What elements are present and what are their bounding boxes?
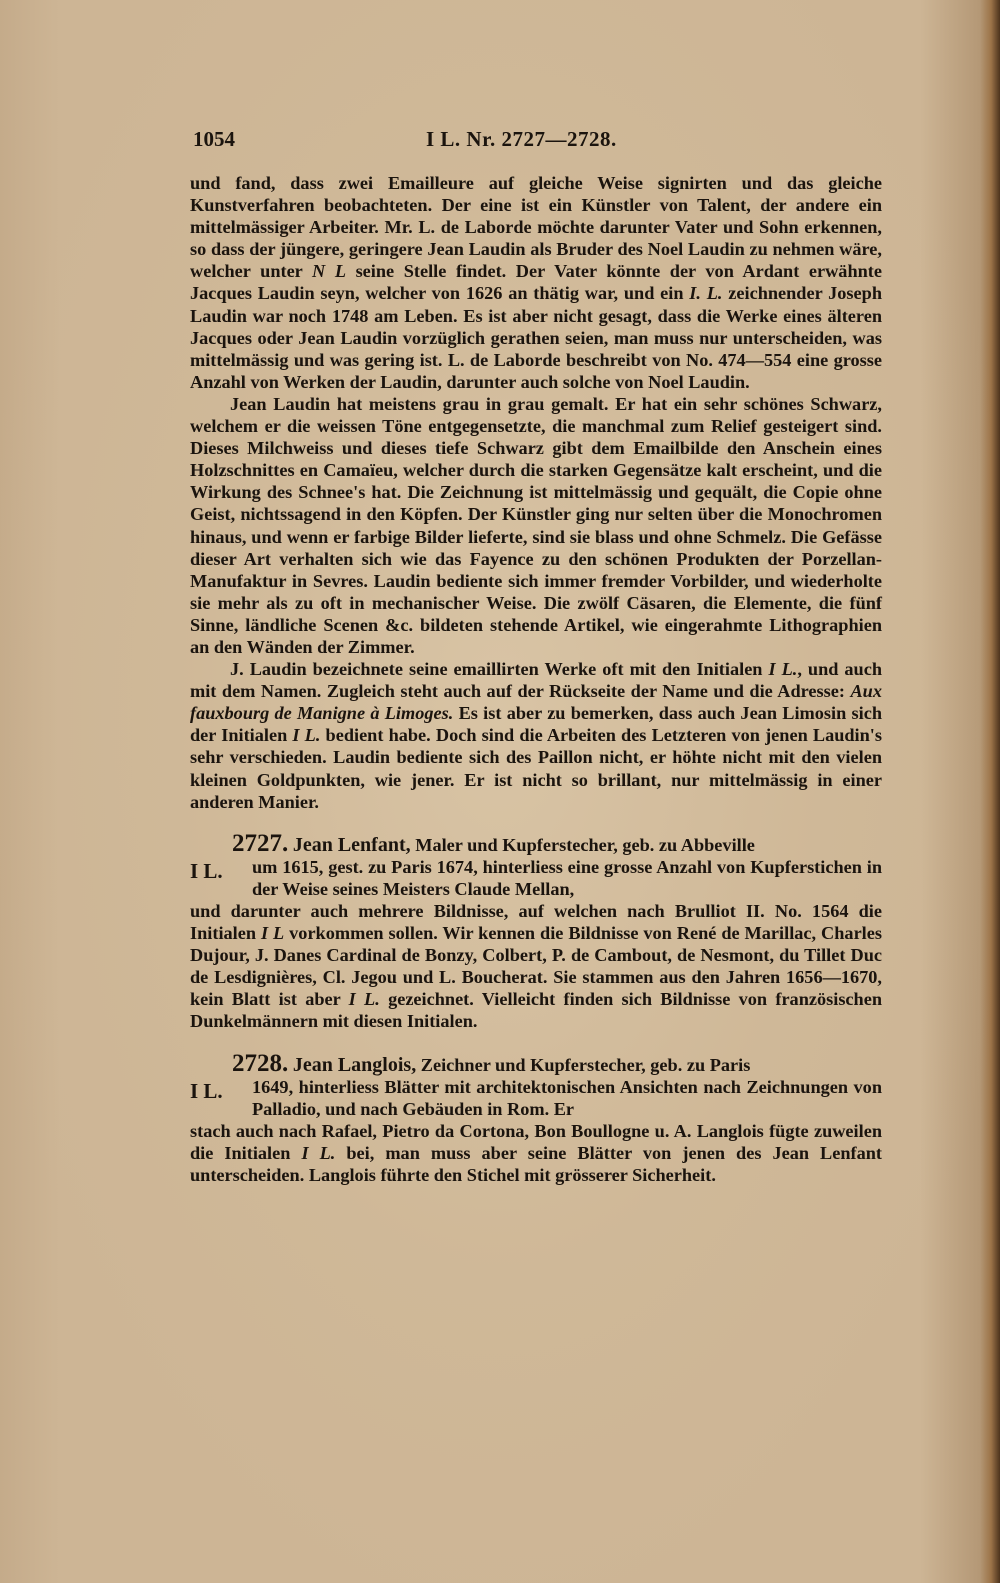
entry-heading-text: Maler und Kupferstecher, geb. zu Abbeville <box>410 834 755 855</box>
monogram-row <box>190 1076 882 1120</box>
initials-il: I L. <box>292 725 321 746</box>
monogram-mark: I L. <box>190 1078 223 1103</box>
artist-name: Jean Lenfant, <box>292 833 411 856</box>
paragraph-2: Jean Laudin hat meistens grau in grau gemalt. Er hat ein sehr schönes Schwarz, welchem er die weissen Töne entgegensetzte, die manchmal zum Relief gesteigert sind. Dieses Milchweiss und dieses tiefe Schwarz gibt dem Emailbilde den Anschein eines Holzschnittes en Camaïeu, welcher durch die starken Gegensätze kalt erscheint, und die Wirkung des Schnee's hat. Die Zeichnung ist mittelmässig und gequält, die Copie ohne Geist, nichtssagend in den Köpfen. Der Künstler ging nur selten über die Monochromen hinaus, und wenn er farbige Bilder lieferte, sind sie blass und ohne Schmelz. Die Gefässe dieser Art verhalten sich wie das Fayence zu den schönen Produkten der Porzellan-Manufaktur in Sevres. Laudin bediente sich immer fremder Vorbilder, und wiederholte sie mehr als zu oft in mechanischer Weise. Die zwölf Cäsaren, die Elemente, die fünf Sinne, ländliche Scenen &c. bildeten stehende Artikel, wie eingerahmte Lithographien an den Wänden der Zimmer. <box>190 393 882 657</box>
entry-body-a: stach auch nach Rafael, Pietro da Cortona, Bon Boullogne u. A. Langlois fügte zuweilen die Initialen <box>190 1120 882 1163</box>
entry-number: 2728. <box>232 1049 289 1077</box>
entry-2727 <box>190 829 882 1033</box>
entry-heading <box>190 829 882 857</box>
entry-body-b: vorkommen sollen. Wir kennen die Bildnisse von René de Marillac, Charles Dujour, J. Danes Cardinal de Bonzy, Colbert, P. de Cambout, de Nesmont, du Tillet Duc de Lesdignières, Cl. Jegou und L. Boucherat. Sie stammen aus den Jahren 1656—1670, kein Blatt ist aber <box>190 923 882 1010</box>
initials-il: I L. <box>301 1142 336 1163</box>
monogram-row <box>190 856 882 900</box>
entry-body-a: und darunter auch mehrere Bildnisse, auf welchen nach Brulliot II. No. 1564 die Initialen <box>190 901 882 944</box>
paragraph-3 <box>190 658 882 813</box>
entry-number: 2727. <box>232 829 289 857</box>
page-edge-shadow <box>980 0 1000 1583</box>
entry-body-b: bei, man muss aber seine Blätter von jenen des Jean Lenfant unterscheiden. Langlois führte den Stichel mit grösserer Sicherheit. <box>190 1142 883 1186</box>
paragraph-1 <box>190 172 882 393</box>
initials-il: I L. <box>348 989 380 1010</box>
monogram-side-text: um 1615, gest. zu Paris 1674, hinterliess eine grosse Anzahl von Kupferstichen in der Weise seines Meisters Claude Mellan, <box>252 856 882 899</box>
entry-heading-text: Zeichner und Kupferstecher, geb. zu Paris <box>416 1054 751 1075</box>
initials-il: I L. <box>768 659 798 680</box>
address-inscription: Aux fauxbourg de Manigne à Limoges. <box>190 681 882 724</box>
initials-il: I. L. <box>689 283 723 304</box>
entry-body-c: gezeichnet. Vielleicht finden sich Bildnisse von französischen Dunkelmännern mit diesen Initialen. <box>190 989 882 1032</box>
paragraph-3-text-d: bedient habe. Doch sind die Arbeiten des Letzteren von jenen Laudin's sehr verschieden. Laudin bediente sich des Paillon nicht, er höhte nicht mit den vielen kleinen Goldpunkten, wie jener. Er ist nicht so brillant, nur mittelmässig in einer anderen Manier. <box>190 725 882 812</box>
entry-body <box>190 900 882 1033</box>
initials-il: I L <box>260 923 285 944</box>
entry-heading <box>190 1049 882 1077</box>
initials-nl: N L <box>312 261 346 282</box>
entry-body <box>190 1120 882 1186</box>
paragraph-3-text-a: J. Laudin bezeichnete seine emaillirten Werke oft mit den Initialen <box>230 659 769 680</box>
monogram-mark: I L. <box>190 858 223 883</box>
artist-name: Jean Langlois, <box>292 1053 417 1076</box>
page-header <box>193 127 883 153</box>
monogram-side-text: 1649, hinterliess Blätter mit architektonischen Ansichten nach Zeichnungen von Palladio, und nach Gebäuden in Rom. Er <box>252 1076 882 1119</box>
paragraph-1-text-a: und fand, dass zwei Emailleure auf gleiche Weise signirten und das gleiche Kunstverfahren beobachteten. Der eine ist ein Künstler von Talent, der andere ein mittelmässiger Arbeiter. Mr. L. de Laborde möchte darunter Vater und Sohn erkennen, so dass der jüngere, geringere Jean Laudin als Bruder des Noel Laudin zu nehmen wäre, welcher unter <box>190 173 882 282</box>
entry-2728 <box>190 1049 883 1187</box>
body-text <box>190 172 882 1186</box>
running-head: I L. Nr. 2727—2728. <box>426 127 617 151</box>
paragraph-1-text-c: zeichnender Joseph Laudin war noch 1748 am Leben. Es ist aber nicht gesagt, dass die Werke eines älteren Jacques oder Jean Laudin vorzüglich gerathen seien, man muss nur unterscheiden, was mittelmässig und was gering ist. L. de Laborde beschreibt von No. 474—554 eine grosse Anzahl von Werken der Laudin, darunter auch solche von Noel Laudin. <box>190 283 882 392</box>
page-number: 1054 <box>193 127 235 151</box>
paragraph-3-text-b: , und auch mit dem Namen. Zugleich steht auch auf der Rückseite der Name und die Adresse: <box>190 659 883 702</box>
paragraph-1-text-b: seine Stelle findet. Der Vater könnte der von Ardant erwähnte Jacques Laudin seyn, welcher von 1626 an thätig war, und ein <box>190 261 882 304</box>
paragraph-3-text-c: Es ist aber zu bemerken, dass auch Jean Limosin sich der Initialen <box>190 703 883 746</box>
